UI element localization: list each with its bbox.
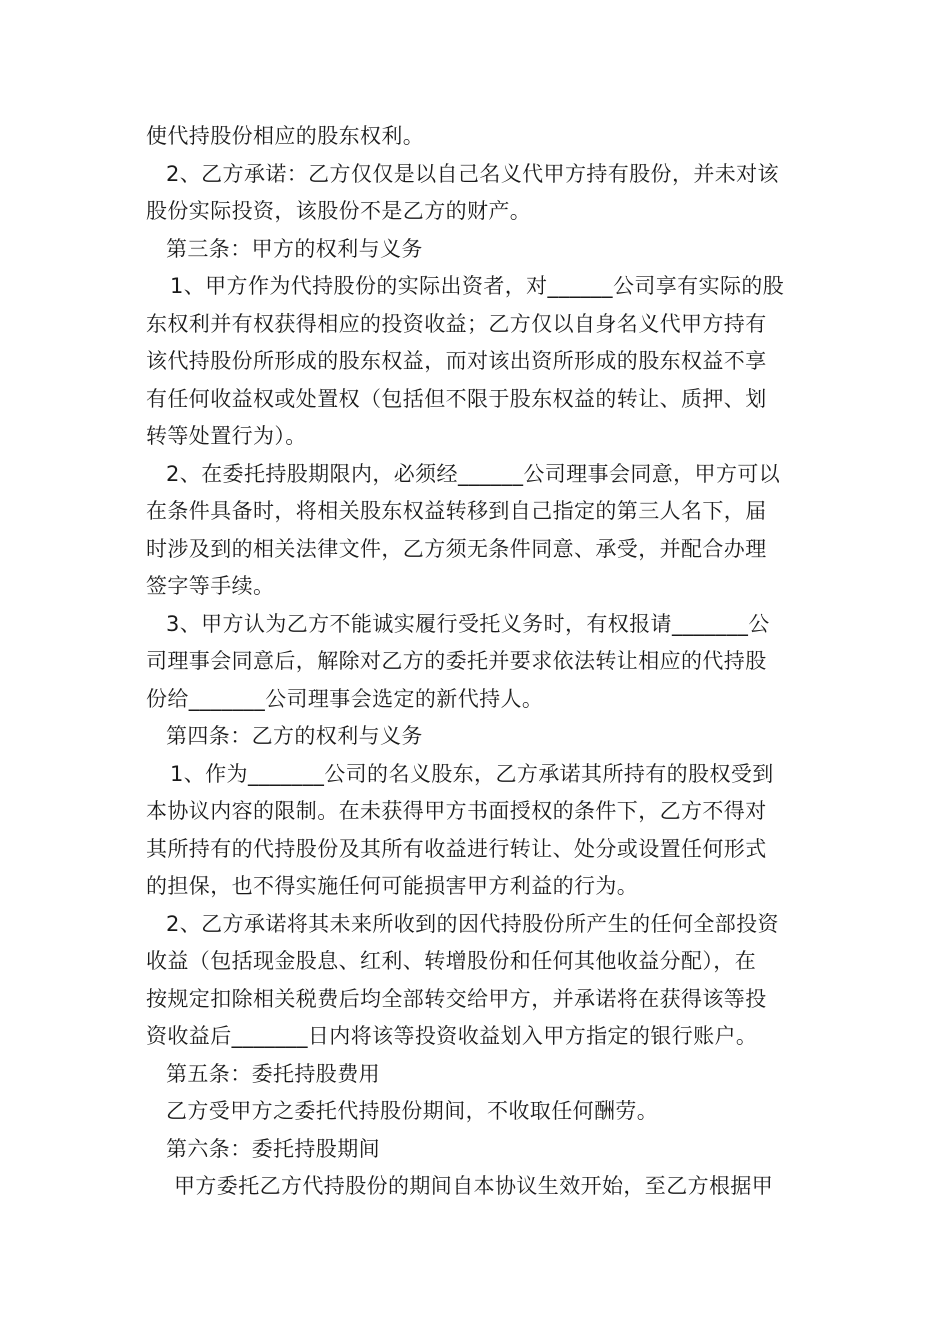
clause-3-2-line: 2、在委托持股期限内，必须经______公司理事会同意，甲方可以 — [166, 461, 781, 486]
paragraph-line: 签字等手续。 — [146, 574, 275, 598]
article-4-heading: 第四条：乙方的权利与义务 — [166, 724, 423, 748]
clause-3-1-line: 1、甲方作为代持股份的实际出资者，对______公司享有实际的股 — [170, 274, 785, 298]
article-3-heading: 第三条：甲方的权利与义务 — [166, 236, 423, 261]
paragraph-line: 该代持股份所形成的股东权益，而对该出资所形成的股东权益不享 — [146, 349, 767, 373]
paragraph-line: 司理事会同意后，解除对乙方的委托并要求依法转让相应的代持股 — [146, 649, 767, 673]
paragraph-line: 股份实际投资，该股份不是乙方的财产。 — [146, 199, 532, 223]
article-6-text: 甲方委托乙方代持股份的期间自本协议生效开始，至乙方根据甲 — [174, 1174, 774, 1198]
paragraph-line: 在条件具备时，将相关股东权益转移到自己指定的第三人名下，届 — [146, 499, 767, 523]
paragraph-line: 转等处置行为）。 — [146, 424, 307, 448]
article-6-heading: 第六条：委托持股期间 — [166, 1136, 380, 1161]
paragraph-line: 使代持股份相应的股东权利。 — [146, 124, 425, 148]
paragraph-line: 东权利并有权获得相应的投资收益；乙方仅以自身名义代甲方持有 — [146, 311, 767, 336]
paragraph-line: 其所持有的代持股份及其所有收益进行转让、处分或设置任何形式 — [146, 836, 767, 861]
clause-2-1-line: 2、乙方承诺：乙方仅仅是以自己名义代甲方持有股份，并未对该 — [166, 161, 779, 186]
clause-4-2-line: 2、乙方承诺将其未来所收到的因代持股份所产生的任何全部投资 — [166, 911, 779, 936]
clause-4-1-line: 1、作为_______公司的名义股东，乙方承诺其所持有的股权受到 — [170, 761, 774, 786]
paragraph-line: 资收益后_______日内将该等投资收益划入甲方指定的银行账户。 — [146, 1024, 758, 1048]
paragraph-line: 有任何收益权或处置权（包括但不限于股东权益的转让、质押、划 — [146, 386, 767, 411]
document-body — [146, 118, 810, 1206]
article-5-text: 乙方受甲方之委托代持股份期间，不收取任何酬劳。 — [166, 1099, 659, 1123]
paragraph-line: 的担保，也不得实施任何可能损害甲方利益的行为。 — [146, 874, 639, 898]
clause-3-3-line: 3、甲方认为乙方不能诚实履行受托义务时，有权报请_______公 — [166, 611, 770, 636]
paragraph-line: 收益（包括现金股息、红利、转增股份和任何其他收益分配），在 — [146, 949, 757, 973]
paragraph-line: 时涉及到的相关法律文件，乙方须无条件同意、承受，并配合办理 — [146, 536, 767, 561]
paragraph-line: 按规定扣除相关税费后均全部转交给甲方，并承诺将在获得该等投 — [146, 986, 767, 1011]
paragraph-line: 份给_______公司理事会选定的新代持人。 — [146, 686, 544, 711]
article-5-heading: 第五条：委托持股费用 — [166, 1061, 380, 1086]
paragraph-line: 本协议内容的限制。在未获得甲方书面授权的条件下，乙方不得对 — [146, 799, 767, 823]
